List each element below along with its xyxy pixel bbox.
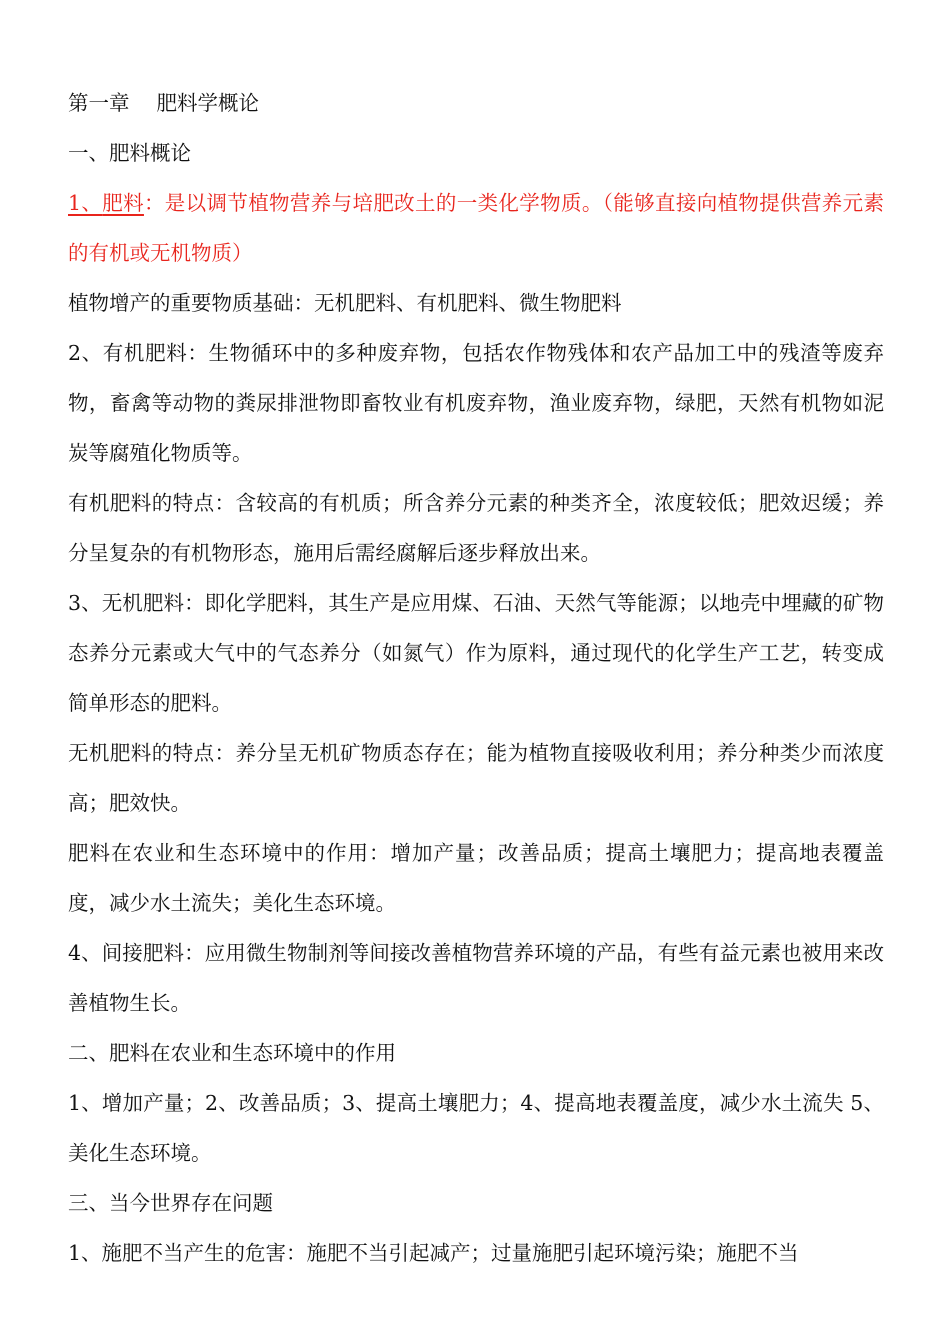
inorganic-fertilizer: 3、无机肥料：即化学肥料，其生产是应用煤、石油、天然气等能源；以地壳中埋藏的矿物态养分元素或大气中的气态养分（如氮气）作为原料，通过现代的化学生产工艺，转变成简单形态的肥料。 [68, 591, 884, 715]
chapter-title: 第一章 肥料学概论 [68, 91, 260, 115]
organic-features: 有机肥料的特点：含较高的有机质；所含养分元素的种类齐全，浓度较低；肥效迟缓；养分呈复杂的有机物形态，施用后需经腐解后逐步释放出来。 [68, 491, 884, 565]
definition-number: 1、 [68, 191, 103, 215]
section-heading-3: 三、当今世界存在问题 [68, 1191, 273, 1215]
document-page [68, 78, 884, 1278]
role-list: 1、增加产量；2、改善品质；3、提高土壤肥力；4、提高地表覆盖度，减少水土流失 5、美化生态环境。 [68, 1091, 884, 1165]
organic-fertilizer: 2、有机肥料：生物循环中的多种废弃物，包括农作物残体和农产品加工中的残渣等废弃物，畜禽等动物的粪尿排泄物即畜牧业有机废弃物，渔业废弃物，绿肥，天然有机物如泥炭等腐殖化物质等。 [68, 341, 884, 465]
fertilizer-definition [68, 178, 884, 278]
production-basis: 植物增产的重要物质基础：无机肥料、有机肥料、微生物肥料 [68, 291, 622, 315]
indirect-fertilizer: 4、间接肥料：应用微生物制剂等间接改善植物营养环境的产品，有些有益元素也被用来改善植物生长。 [68, 941, 884, 1015]
section-heading-2: 二、肥料在农业和生态环境中的作用 [68, 1041, 396, 1065]
inorganic-features: 无机肥料的特点：养分呈无机矿物质态存在；能为植物直接吸收利用；养分种类少而浓度高；肥效快。 [68, 741, 884, 815]
definition-term: 肥料 [102, 191, 144, 215]
definition-text: ：是以调节植物营养与培肥改土的一类化学物质。（能够直接向植物提供营养元素的有机或无机物质） [68, 191, 884, 265]
section-heading-1: 一、肥料概论 [68, 141, 191, 165]
fertilizer-role: 肥料在农业和生态环境中的作用：增加产量；改善品质；提高土壤肥力；提高地表覆盖度，减少水土流失；美化生态环境。 [68, 841, 884, 915]
problems-text: 1、施肥不当产生的危害：施肥不当引起减产；过量施肥引起环境污染；施肥不当 [68, 1241, 799, 1265]
